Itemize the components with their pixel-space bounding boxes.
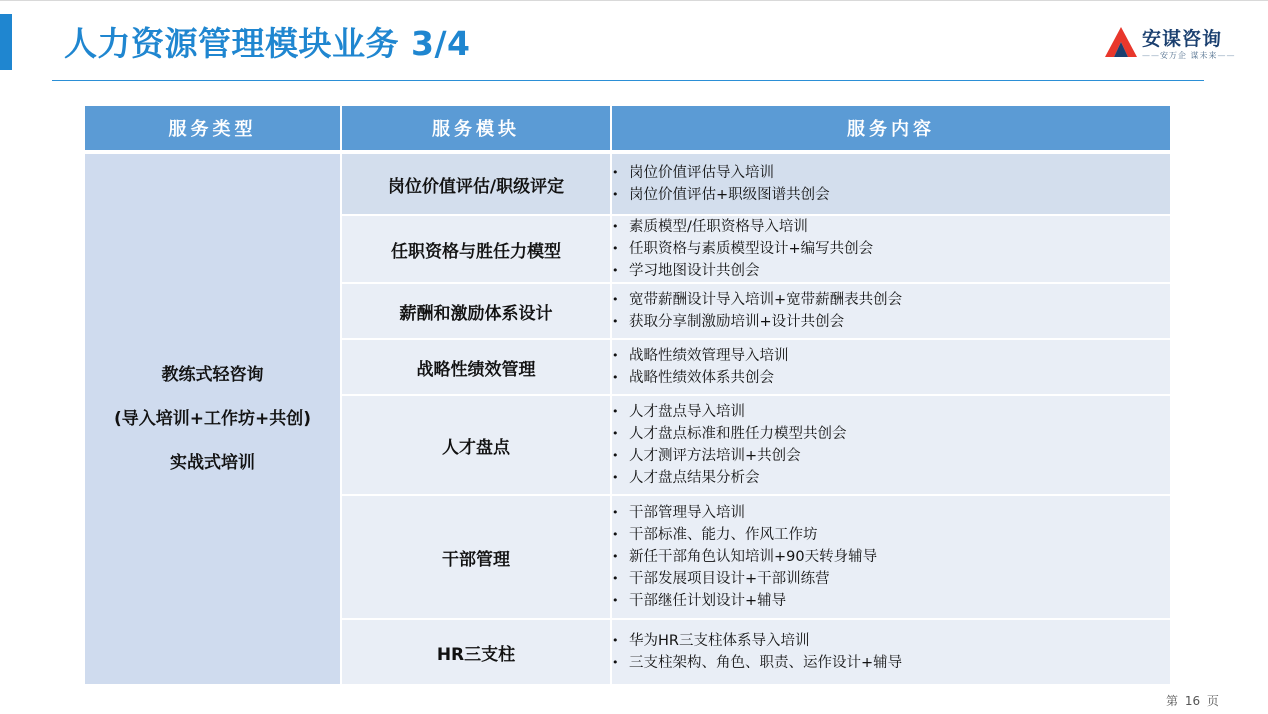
list-item: • 素质模型/任职资格导入培训 bbox=[612, 216, 1170, 238]
list-item: • 华为HR三支柱体系导入培训 bbox=[612, 630, 1170, 652]
header-service-content: 服务内容 bbox=[612, 106, 1170, 154]
content-list bbox=[612, 162, 1170, 206]
top-border-line bbox=[0, 0, 1268, 1]
list-item: • 新任干部角色认知培训+90天转身辅导 bbox=[612, 546, 1170, 568]
content-cell bbox=[612, 284, 1170, 340]
list-item: • 任职资格与素质模型设计+编写共创会 bbox=[612, 238, 1170, 260]
module-cell: 岗位价值评估/职级评定 bbox=[342, 154, 612, 216]
content-cell bbox=[612, 620, 1170, 684]
module-cell: 人才盘点 bbox=[342, 396, 612, 496]
title-underline bbox=[52, 80, 1204, 81]
service-type-line: 实战式培训 bbox=[170, 453, 255, 473]
module-cell: 任职资格与胜任力模型 bbox=[342, 216, 612, 284]
list-item: • 干部发展项目设计+干部训练营 bbox=[612, 568, 1170, 590]
title-accent-bar bbox=[0, 14, 12, 70]
service-type-line: (导入培训+工作坊+共创) bbox=[113, 409, 312, 429]
list-item: • 干部继任计划设计+辅导 bbox=[612, 590, 1170, 612]
content-list bbox=[612, 401, 1170, 489]
list-item: • 获取分享制激励培训+设计共创会 bbox=[612, 311, 1170, 333]
module-cell: HR三支柱 bbox=[342, 620, 612, 684]
content-cell bbox=[612, 340, 1170, 396]
module-cell: 干部管理 bbox=[342, 496, 612, 620]
list-item: • 宽带薪酬设计导入培训+宽带薪酬表共创会 bbox=[612, 289, 1170, 311]
content-list bbox=[612, 216, 1170, 282]
content-list bbox=[612, 289, 1170, 333]
list-item: • 岗位价值评估+职级图谱共创会 bbox=[612, 184, 1170, 206]
table-row bbox=[85, 154, 1170, 216]
list-item: • 干部标准、能力、作风工作坊 bbox=[612, 524, 1170, 546]
table-header-row bbox=[85, 106, 1170, 154]
content-cell bbox=[612, 396, 1170, 496]
header-service-module: 服务模块 bbox=[342, 106, 612, 154]
logo-mark-icon bbox=[1104, 26, 1138, 58]
content-cell bbox=[612, 216, 1170, 284]
list-item: • 岗位价值评估导入培训 bbox=[612, 162, 1170, 184]
logo-name: 安谋咨询 bbox=[1142, 28, 1223, 50]
list-item: • 战略性绩效管理导入培训 bbox=[612, 345, 1170, 367]
logo-slogan: —— 安万企 谋未来 —— bbox=[1142, 50, 1236, 61]
list-item: • 战略性绩效体系共创会 bbox=[612, 367, 1170, 389]
page-number: 第 16 页 bbox=[1166, 694, 1219, 708]
list-item: • 干部管理导入培训 bbox=[612, 502, 1170, 524]
list-item: • 人才盘点结果分析会 bbox=[612, 467, 1170, 489]
header-service-type: 服务类型 bbox=[85, 106, 342, 154]
module-cell: 战略性绩效管理 bbox=[342, 340, 612, 396]
content-cell bbox=[612, 496, 1170, 620]
content-list bbox=[612, 345, 1170, 389]
module-cell: 薪酬和激励体系设计 bbox=[342, 284, 612, 340]
service-type-cell bbox=[85, 154, 342, 684]
content-cell bbox=[612, 154, 1170, 216]
content-list bbox=[612, 630, 1170, 674]
list-item: • 人才盘点导入培训 bbox=[612, 401, 1170, 423]
list-item: • 人才盘点标准和胜任力模型共创会 bbox=[612, 423, 1170, 445]
list-item: • 三支柱架构、角色、职责、运作设计+辅导 bbox=[612, 652, 1170, 674]
list-item: • 学习地图设计共创会 bbox=[612, 260, 1170, 282]
service-table bbox=[85, 106, 1170, 684]
slide-title: 人力资源管理模块业务 3/4 bbox=[64, 24, 471, 63]
company-logo bbox=[1104, 22, 1234, 64]
content-list bbox=[612, 502, 1170, 612]
list-item: • 人才测评方法培训+共创会 bbox=[612, 445, 1170, 467]
service-type-line: 教练式轻咨询 bbox=[161, 365, 264, 385]
